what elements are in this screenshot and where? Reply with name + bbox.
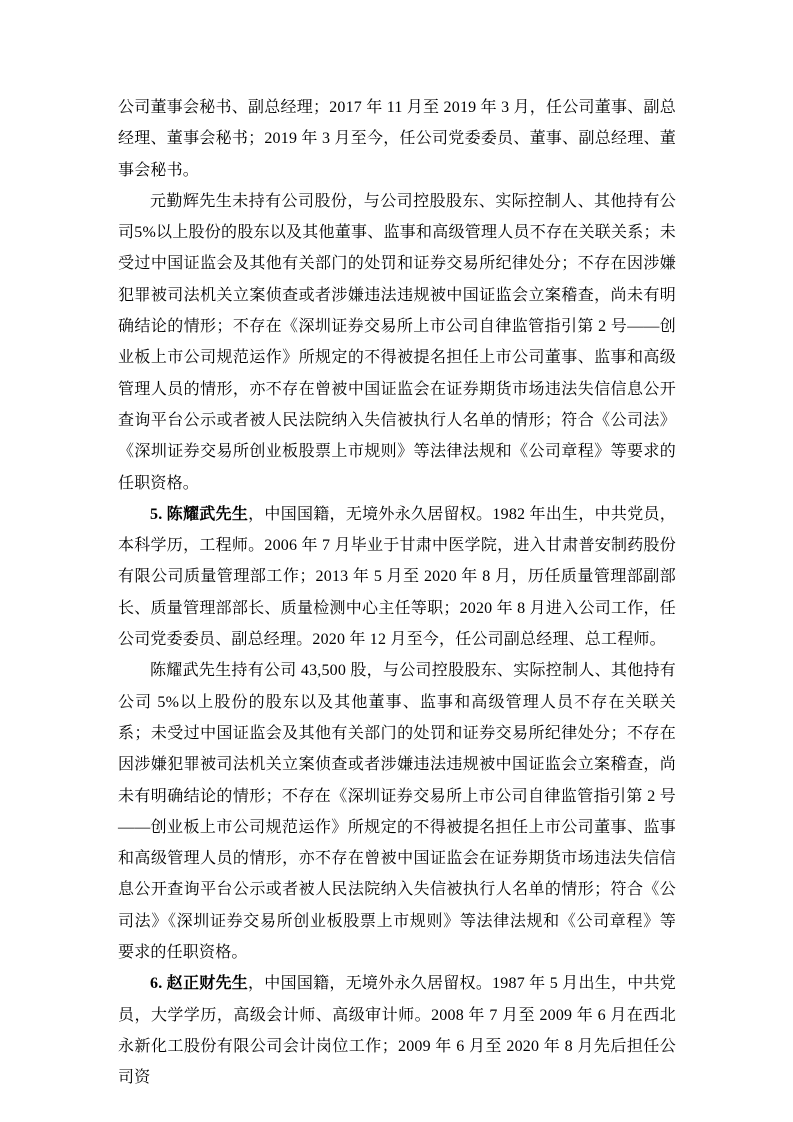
paragraph-text: 公司董事会秘书、副总经理；2017 年 11 月至 2019 年 3 月，任公司董事、副总经理、董事会秘书；2019 年 3 月至今，任公司党委委员、董事、副总经理、董事会秘书。 [118, 99, 676, 179]
person-name-chen-yaowu: 5. 陈耀武先生 [150, 505, 249, 523]
paragraph-yuan-qinhui-qualification [118, 186, 676, 499]
paragraph-text: 元勤辉先生未持有公司股份，与公司控股股东、实际控制人、其他持有公司5%以上股份的股东以及其他董事、监事和高级管理人员不存在关联关系；未受过中国证监会及其他有关部门的处罚和证券交易所纪律处分；不存在因涉嫌犯罪被司法机关立案侦查或者涉嫌违法违规被中国证监会立案稽查，尚未有明确结论的情形；不存在《深圳证券交易所上市公司自律监管指引第 2 号——创业板上市公司规范运作》所规定的不得被提名担任上市公司董事、监事和高级管理人员的情形，亦不存在曾被中国证监会在证券期货市场违法失信信息公开查询平台公示或者被人民法院纳入失信被执行人名单的情形；符合《公司法》《深圳证券交易所创业板股票上市规则》等法律法规和《公司章程》等要求的任职资格。 [118, 192, 676, 492]
paragraph-text: ，中国国籍，无境外永久居留权。1987 年 5 月出生，中共党员，大学学历，高级会计师、高级审计师。2008 年 7 月至 2009 年 6 月在西北永新化工股份有限公司会计岗位工作；2009 年 6 月至 2020 年 8 月先后担任公司资 [118, 975, 676, 1087]
paragraph-zhao-zhengcai-bio [118, 968, 676, 1093]
paragraph-chen-yaowu-bio [118, 499, 676, 655]
paragraph-text: 陈耀武先生持有公司 43,500 股，与公司控股股东、实际控制人、其他持有公司 5%以上股份的股东以及其他董事、监事和高级管理人员不存在关联关系；未受过中国证监会及其他有关部门的处罚和证券交易所纪律处分；不存在因涉嫌犯罪被司法机关立案侦查或者涉嫌违法违规被中国证监会立案稽查，尚未有明确结论的情形；不存在《深圳证券交易所上市公司自律监管指引第 2 号——创业板上市公司规范运作》所规定的不得被提名担任上市公司董事、监事和高级管理人员的情形，亦不存在曾被中国证监会在证券期货市场违法失信信息公开查询平台公示或者被人民法院纳入失信被执行人名单的情形；符合《公司法》《深圳证券交易所创业板股票上市规则》等法律法规和《公司章程》等要求的任职资格。 [118, 662, 676, 962]
paragraph-chen-yaowu-qualification [118, 655, 676, 968]
paragraph-career-continuation [118, 92, 676, 186]
paragraph-text: ，中国国籍，无境外永久居留权。1982 年出生，中共党员，本科学历，工程师。2006 年 7 月毕业于甘肃中医学院，进入甘肃普安制药股份有限公司质量管理部工作；2013 年 5 月至 2020 年 8 月，历任质量管理部副部长、质量管理部部长、质量检测中心主任等职；2020 年 8 月进入公司工作，任公司党委委员、副总经理。2020 年 12 月至今，任公司副总经理、总工程师。 [118, 505, 676, 649]
person-name-zhao-zhengcai: 6. 赵正财先生 [150, 975, 249, 993]
